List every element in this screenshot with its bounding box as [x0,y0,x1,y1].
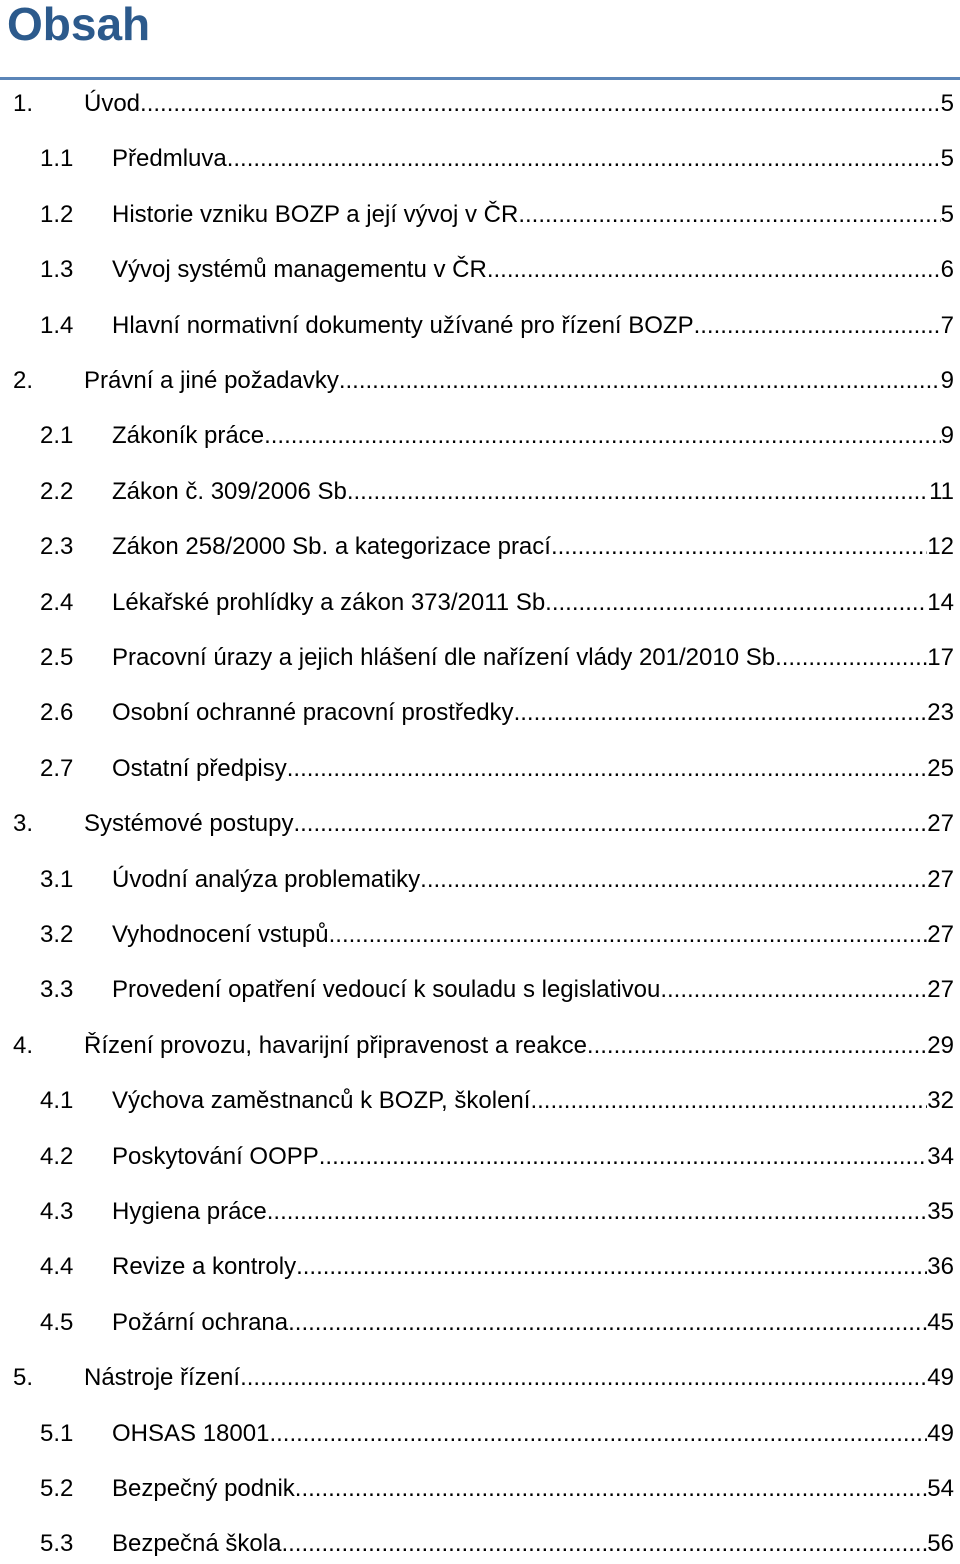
dot-leader [530,1081,927,1121]
toc-entry-label: Revize a kontroly [112,1253,297,1281]
toc-entry-label: Právní a jiné požadavky [84,367,339,394]
toc-entry[interactable] [0,970,960,1010]
toc-entry-number: 1.1 [40,145,74,173]
toc-entry-label: Hlavní normativní dokumenty užívané pro řízení BOZP [112,311,694,339]
toc-entry[interactable] [0,195,960,235]
toc-entry-page-number: 49 [927,1364,954,1392]
toc-entry-number: 1.4 [40,311,74,339]
toc-entry[interactable] [0,860,960,900]
toc-entry-label: Řízení provozu, havarijní připravenost a reakce [84,1031,587,1059]
toc-entry[interactable] [0,1524,960,1564]
toc-entry-label: Požární ochrana [112,1308,289,1336]
dot-leader [140,84,941,124]
toc-entry-number: 3.1 [40,865,74,893]
toc-entry[interactable] [0,1303,960,1343]
dot-leader [587,1026,927,1066]
toc-entry-row [84,361,954,401]
toc-entry-number: 1.2 [40,200,74,228]
toc-entry-row [112,306,954,346]
toc-entry-row [112,250,954,290]
toc-entry-label: OHSAS 18001 [112,1419,270,1447]
toc-entry-number: 4.3 [40,1198,74,1225]
toc-entry[interactable] [0,306,960,346]
toc-entry-page-number: 11 [929,477,954,505]
toc-entry-row [112,1303,954,1343]
toc-entry-row [112,1081,954,1121]
dot-leader [269,1414,927,1454]
toc-entry-number: 2.6 [40,699,74,727]
toc-entry-row [84,84,954,124]
toc-entry-number: 2.4 [40,588,74,616]
dot-leader [287,749,928,789]
toc-entry-page-number: 17 [927,644,954,671]
toc-entry-number: 5.1 [40,1419,74,1447]
dot-leader [782,638,928,678]
toc-entry-number: 2. [13,367,34,394]
toc-entry[interactable] [0,1137,960,1177]
toc-entry-row [112,1524,954,1564]
toc-entry-label: Předmluva [112,145,227,173]
dot-leader [264,416,941,456]
toc-entry-number: 2.2 [40,477,74,505]
toc-entry-row [84,1358,954,1398]
toc-entry[interactable] [0,749,960,789]
dot-leader [354,472,930,512]
toc-entry-row [84,804,954,844]
dot-leader [552,583,927,623]
toc-entry[interactable] [0,638,960,678]
toc-entry-page-number: 23 [927,699,954,727]
toc-entry-number: 2.7 [40,754,74,782]
toc-entry[interactable] [0,1469,960,1509]
toc-entry-number: 5. [13,1364,34,1392]
toc-entry[interactable] [0,361,960,401]
dot-leader [319,1137,928,1177]
toc-entry-page-number: 45 [927,1308,954,1336]
toc-entry-page-number: 5 [940,90,954,117]
title-underline [0,77,960,80]
toc-entry-page-number: 32 [927,1087,954,1115]
toc-entry-label: Provedení opatření vedoucí k souladu s legislativou [112,976,661,1004]
toc-entry-page-number: 29 [927,1031,954,1059]
toc-entry-number: 1. [13,90,34,117]
toc-entry-row [84,1026,954,1066]
toc-entry[interactable] [0,527,960,567]
toc-entry-label: Zákon č. 309/2006 Sb. [112,477,354,505]
toc-entry[interactable] [0,84,960,124]
toc-entry-page-number: 27 [927,810,954,838]
toc-entry-page-number: 27 [927,921,954,948]
toc-entry-row [112,915,954,955]
dot-leader [281,1524,927,1564]
toc-entry-page-number: 27 [927,976,954,1004]
toc-entry-label: Bezpečný podnik [112,1475,295,1502]
toc-entry-label: Pracovní úrazy a jejich hlášení dle nařízení vlády 201/2010 Sb. [112,644,782,671]
toc-entry-page-number: 5 [940,200,954,228]
toc-entry-number: 4.5 [40,1308,74,1336]
toc-entry-page-number: 6 [940,256,954,284]
dot-leader [660,970,927,1010]
toc-entry-row [112,139,954,179]
toc-entry[interactable] [0,693,960,733]
toc-entry-number: 3.3 [40,976,74,1004]
toc-entry-row [112,638,954,678]
toc-entry-label: Zákon 258/2000 Sb. a kategorizace prací [112,533,551,561]
dot-leader [551,527,927,567]
toc-entry-page-number: 5 [940,145,954,173]
toc-entry-number: 2.5 [40,644,74,671]
toc-entry-label: Nástroje řízení [84,1364,241,1392]
toc-entry-number: 1.3 [40,256,74,284]
toc-entry-label: Ostatní předpisy [112,754,287,782]
toc-entry-number: 4. [13,1031,34,1059]
toc-entry-number: 3. [13,810,34,838]
toc-entry[interactable] [0,583,960,623]
toc-entry-page-number: 35 [927,1198,954,1225]
toc-entry-page-number: 27 [927,865,954,893]
toc-entry[interactable] [0,1358,960,1398]
toc-entry[interactable] [0,250,960,290]
toc-entry[interactable] [0,1247,960,1287]
toc-entry-label: Hygiena práce [112,1198,267,1225]
dot-leader [293,804,927,844]
toc-entry-row [112,749,954,789]
toc-entry-row [112,1247,954,1287]
toc-entry-page-number: 56 [927,1530,954,1558]
toc-entry-row [112,1414,954,1454]
dot-leader [227,139,941,179]
dot-leader [295,1469,928,1509]
toc-entry[interactable] [0,1081,960,1121]
toc-entry-row [112,860,954,900]
dot-leader [420,860,927,900]
toc-entry-number: 2.3 [40,533,74,561]
toc-entry[interactable] [0,1192,960,1232]
toc-entry-row [112,1469,954,1509]
toc-entry[interactable] [0,416,960,456]
toc-entry[interactable] [0,915,960,955]
toc-entry-label: Výchova zaměstnanců k BOZP, školení [112,1087,531,1115]
dot-leader [288,1303,927,1343]
toc-entry-row [112,1192,954,1232]
toc-entry[interactable] [0,139,960,179]
dot-leader [296,1247,927,1287]
toc-entry-number: 4.2 [40,1142,74,1170]
toc-entry-page-number: 12 [927,533,954,561]
toc-entry[interactable] [0,472,960,512]
toc-entry-row [112,416,954,456]
dot-leader [518,195,940,235]
dot-leader [694,306,941,346]
dot-leader [329,915,928,955]
toc-entry-row [112,583,954,623]
toc-entry-page-number: 7 [940,311,954,339]
dot-leader [240,1358,927,1398]
toc-entry-label: Úvod [84,90,141,117]
toc-entry[interactable] [0,804,960,844]
toc-entry-label: Lékařské prohlídky a zákon 373/2011 Sb. [112,588,552,616]
toc-entry-number: 4.4 [40,1253,74,1281]
dot-leader [514,693,928,733]
toc-entry-number: 3.2 [40,921,74,948]
dot-leader [339,361,941,401]
toc-entry-page-number: 25 [927,754,954,782]
toc-entry-row [112,195,954,235]
toc-entry-number: 4.1 [40,1087,74,1115]
toc-entry-label: Zákoník práce [112,422,265,450]
toc-entry-page-number: 34 [927,1142,954,1170]
toc-entry-number: 2.1 [40,422,74,450]
toc-entry-number: 5.2 [40,1475,74,1502]
toc-entry-label: Osobní ochranné pracovní prostředky [112,699,514,727]
toc-entry-row [112,1137,954,1177]
toc-entry-label: Vyhodnocení vstupů [112,921,329,948]
toc-entry-page-number: 36 [927,1253,954,1281]
toc-entry-row [112,693,954,733]
toc-entry-page-number: 9 [940,422,954,450]
dot-leader [487,250,941,290]
toc-entry-label: Vývoj systémů managementu v ČR [112,256,487,284]
toc-entry[interactable] [0,1026,960,1066]
toc-entry-label: Historie vzniku BOZP a její vývoj v ČR [112,200,519,228]
toc-entry-label: Bezpečná škola [112,1530,282,1558]
page-title: Obsah [7,0,151,50]
toc-entry-label: Poskytování OOPP [112,1142,319,1170]
toc-entry-row [112,472,954,512]
toc-entry-page-number: 9 [940,367,954,394]
toc-entry-label: Úvodní analýza problematiky [112,865,421,893]
toc-entry-page-number: 54 [927,1475,954,1502]
toc-entry-number: 5.3 [40,1530,74,1558]
toc-entry[interactable] [0,1414,960,1454]
toc-entry-label: Systémové postupy [84,810,294,838]
toc-entry-row [112,970,954,1010]
toc-entry-page-number: 49 [927,1419,954,1447]
dot-leader [267,1192,928,1232]
toc-entry-row [112,527,954,567]
toc-entry-page-number: 14 [927,588,954,616]
